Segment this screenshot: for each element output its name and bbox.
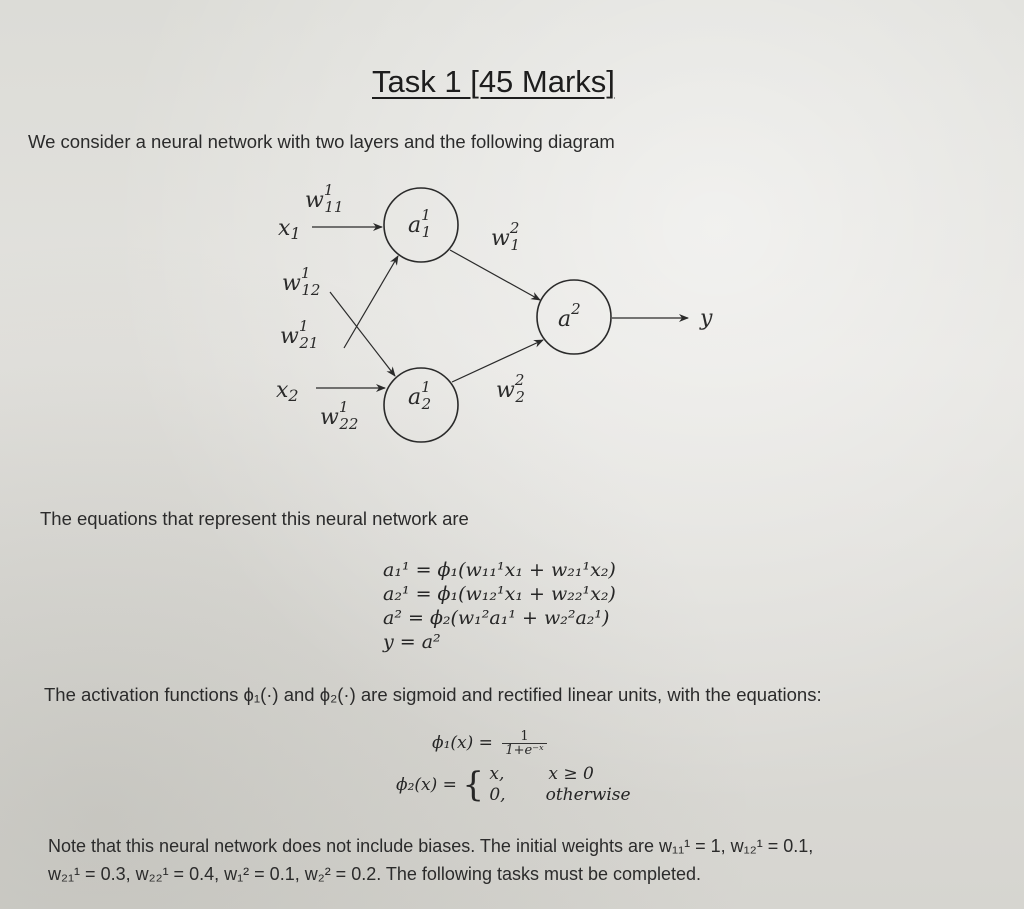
edge-x2-a1	[344, 256, 398, 348]
hidden-node-2-label: $a^1$ 2	[408, 378, 432, 413]
equation-a1: a₁¹ = ϕ₁(w₁₁¹x₁ + w₂₁¹x₂)	[383, 559, 616, 581]
equation-a2: a₂¹ = ϕ₁(w₁₂¹x₁ + w₂₂¹x₂)	[383, 583, 616, 605]
output-node-label: $a^2$	[558, 300, 581, 332]
weight-w2-2-label: $w^2$ 2	[496, 371, 525, 406]
phi2-case1-condition: x ≥ 0	[548, 764, 594, 784]
equations-intro-text: The equations that represent this neural network are	[40, 508, 469, 529]
phi1-fraction	[502, 730, 546, 757]
edge-a2-out	[452, 340, 543, 382]
neural-network-diagram	[260, 170, 740, 445]
intro-text: We consider a neural network with two layers and the following diagram	[28, 131, 615, 152]
weight-w1-2-label: $w^2$ 1	[491, 219, 520, 254]
phi2-case2-condition: otherwise	[545, 785, 631, 805]
note-line-1: Note that this neural network does not include biases. The initial weights are w₁₁¹ = 1, w₁₂¹ = 0.1,	[48, 836, 814, 856]
phi1-equation	[432, 730, 547, 757]
input-x1-label: x1	[278, 216, 301, 243]
weight-w22-label: $w^1$ 22	[320, 398, 359, 433]
edge-a1-out	[450, 250, 540, 300]
phi2-equation	[396, 764, 631, 806]
weight-w21-label: $w^1$ 21	[280, 317, 319, 352]
phi1-denominator: 1+e⁻ˣ	[505, 743, 544, 758]
hidden-node-1-label: $a^1$ 1	[408, 206, 432, 241]
equation-y: y = a²	[383, 631, 441, 653]
output-y-label: y	[700, 306, 713, 331]
phi2-cases	[489, 764, 630, 806]
phi2-case1-value: x,	[489, 764, 505, 784]
weight-w12-label: $w^1$ 12	[282, 264, 321, 299]
activation-intro-text: The activation functions ϕ₁(·) and ϕ₂(·) are sigmoid and rectified linear units, with the equations:	[44, 684, 822, 705]
equation-block	[383, 558, 616, 654]
phi1-lhs: ϕ₁(x) =	[432, 733, 493, 753]
equation-a-out: a² = ϕ₂(w₁²a₁¹ + w₂²a₂¹)	[383, 607, 610, 629]
weight-w11-label: $w^1$ 11	[305, 181, 344, 216]
phi2-case2-value: 0,	[489, 785, 506, 805]
phi2-lhs: ϕ₂(x) =	[396, 775, 457, 795]
note-line-2: w₂₁¹ = 0.3, w₂₂¹ = 0.4, w₁² = 0.1, w₂² = 0.2. The following tasks must be completed.	[48, 864, 702, 884]
page-title: Task 1 [45 Marks]	[372, 64, 615, 99]
phi1-numerator: 1	[502, 730, 546, 744]
phi2-brace: {	[462, 765, 484, 805]
input-x2-label: x2	[276, 378, 299, 405]
edge-x1-a2	[330, 292, 395, 376]
